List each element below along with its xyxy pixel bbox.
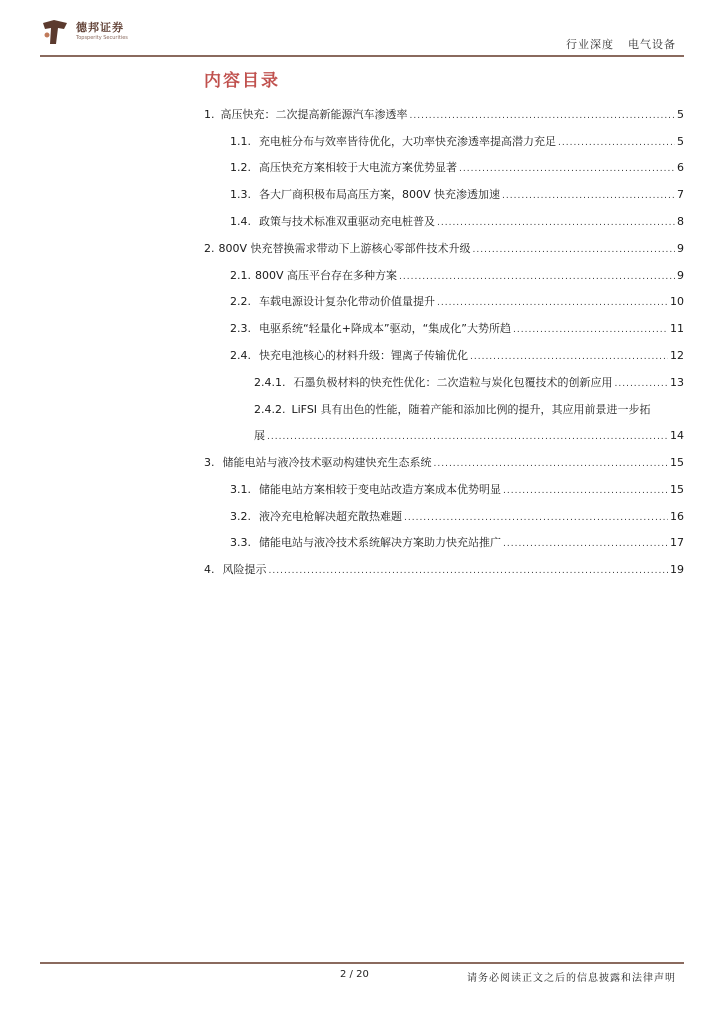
category-label: 行业深度: [566, 38, 614, 51]
toc-entry-page: 8: [677, 215, 684, 228]
toc-title: 内容目录: [204, 71, 280, 91]
toc-entry-number: 2.4.1.: [254, 376, 286, 389]
toc-entry-text: 政策与技术标准双重驱动充电桩普及: [259, 215, 435, 228]
toc-entry-text: 液冷充电枪解决超充散热难题: [259, 510, 402, 523]
toc-entry-text: 800V 高压平台存在多种方案: [255, 269, 398, 282]
footer-divider: [40, 962, 684, 964]
toc-entry-text: 高压快充：二次提高新能源汽车渗透率: [220, 108, 408, 121]
toc-leader: [615, 376, 669, 392]
toc-leader: [503, 483, 668, 499]
toc-entry-page: 9: [677, 242, 684, 255]
toc-leader: [437, 215, 675, 231]
toc-entry-text: 风险提示: [222, 563, 267, 576]
industry-label: 电气设备: [628, 38, 676, 51]
toc-leader: [558, 135, 675, 151]
toc-entry-text: 储能电站方案相较于变电站改造方案成本优势明显: [259, 483, 501, 496]
brand-name-cn: 德邦证券: [76, 21, 124, 34]
toc-entry-text: 充电桩分布与效率皆待优化，大功率快充渗透率提高潜力充足: [259, 135, 556, 148]
toc-entry-continued[interactable]: [254, 428, 684, 444]
toc-leader: [269, 563, 669, 579]
toc-leader: [459, 161, 675, 177]
toc-entry[interactable]: [230, 482, 684, 498]
toc-entry-page: 19: [670, 563, 684, 576]
toc-entry[interactable]: [204, 562, 684, 578]
toc-entry[interactable]: [230, 134, 684, 150]
toc-entry-page: 13: [670, 376, 684, 389]
toc-entry-number: 2.1.: [230, 269, 251, 282]
toc-entry[interactable]: [254, 402, 684, 418]
toc-leader: [434, 456, 669, 472]
toc-entry-number: 1.: [204, 108, 215, 121]
toc-leader: [404, 510, 668, 526]
toc-entry-text-continued: 展: [254, 429, 265, 442]
toc-entry-page: 10: [670, 295, 684, 308]
toc-leader: [470, 349, 668, 365]
toc-entry-text: 快充电池核心的材料升级：锂离子传输优化: [259, 349, 468, 362]
toc-entry-page: 9: [677, 269, 684, 282]
toc-entry-page: 15: [670, 483, 684, 496]
toc-entry[interactable]: [230, 321, 684, 337]
toc-entry[interactable]: [230, 294, 684, 310]
legal-disclaimer: 请务必阅读正文之后的信息披露和法律声明: [467, 973, 676, 984]
toc-entry[interactable]: [230, 214, 684, 230]
toc-entry-text: 电驱系统“轻量化+降成本”驱动，“集成化”大势所趋: [259, 322, 512, 335]
toc-entry-text: LiFSI 具有出色的性能，随着产能和添加比例的提升，其应用前景进一步拓: [291, 403, 651, 416]
toc-leader: [399, 269, 675, 285]
toc-entry-number: 2.4.: [230, 349, 251, 362]
toc-entry[interactable]: [230, 187, 684, 203]
logo-icon: [40, 17, 70, 47]
toc-entry-number: 2.: [204, 242, 215, 255]
toc-leader: [437, 295, 668, 311]
toc-entry-page: 12: [670, 349, 684, 362]
toc-entry-number: 4.: [204, 563, 215, 576]
toc-entry-text: 高压快充方案相较于大电流方案优势显著: [259, 161, 457, 174]
toc-entry-number: 3.3.: [230, 536, 251, 549]
toc-entry[interactable]: [230, 509, 684, 525]
toc-entry-text: 石墨负极材料的快充性优化：二次造粒与炭化包覆技术的创新应用: [293, 376, 613, 389]
header-divider: [40, 55, 684, 57]
toc-entry-page: 7: [677, 188, 684, 201]
toc-leader: [513, 322, 668, 338]
toc-entry-page: 11: [670, 322, 684, 335]
toc-entry-number: 1.2.: [230, 161, 251, 174]
toc-entry-number: 1.4.: [230, 215, 251, 228]
toc-entry-page: 6: [677, 161, 684, 174]
toc-entry-text: 车载电源设计复杂化带动价值量提升: [259, 295, 435, 308]
toc-entry[interactable]: [230, 160, 684, 176]
toc-entry-number: 2.4.2.: [254, 403, 286, 416]
toc-entry-number: 1.1.: [230, 135, 251, 148]
toc-entry-number: 3.2.: [230, 510, 251, 523]
toc-entry-text: 储能电站与液冷技术系统解决方案助力快充站推广: [259, 536, 501, 549]
page-number: 2 / 20: [340, 969, 369, 980]
brand-name-en: Topsperity Securities: [76, 35, 128, 41]
toc-entry-text: 储能电站与液冷技术驱动构建快充生态系统: [222, 456, 432, 469]
toc-leader: [502, 188, 675, 204]
toc-entry[interactable]: [204, 455, 684, 471]
toc-entry-page: 14: [670, 429, 684, 442]
toc-entry[interactable]: [204, 107, 684, 123]
toc-leader: [473, 242, 675, 258]
toc-entry-page: 15: [670, 456, 684, 469]
toc-entry-number: 2.2.: [230, 295, 251, 308]
toc-leader: [267, 429, 668, 445]
toc-entry-number: 3.1.: [230, 483, 251, 496]
toc-entry-number: 3.: [204, 456, 215, 469]
toc-entry[interactable]: [230, 348, 684, 364]
logo: [40, 16, 128, 48]
toc-entry-page: 16: [670, 510, 684, 523]
toc-entry-number: 2.3.: [230, 322, 251, 335]
toc-entry-text: 800V 快充替换需求带动下上游核心零部件技术升级: [218, 242, 471, 255]
toc-entry-page: 5: [677, 108, 684, 121]
toc-entry-page: 17: [670, 536, 684, 549]
toc-entry[interactable]: [204, 241, 684, 257]
toc-entry-text: 各大厂商积极布局高压方案，800V 快充渗透加速: [259, 188, 501, 201]
toc-leader: [503, 536, 668, 552]
toc-entry-page: 5: [677, 135, 684, 148]
report-category: [566, 36, 676, 52]
toc-leader: [410, 108, 676, 124]
toc-entry-number: 1.3.: [230, 188, 251, 201]
toc-entry[interactable]: [230, 535, 684, 551]
toc-entry[interactable]: [230, 268, 684, 284]
toc-entry[interactable]: [254, 375, 684, 391]
